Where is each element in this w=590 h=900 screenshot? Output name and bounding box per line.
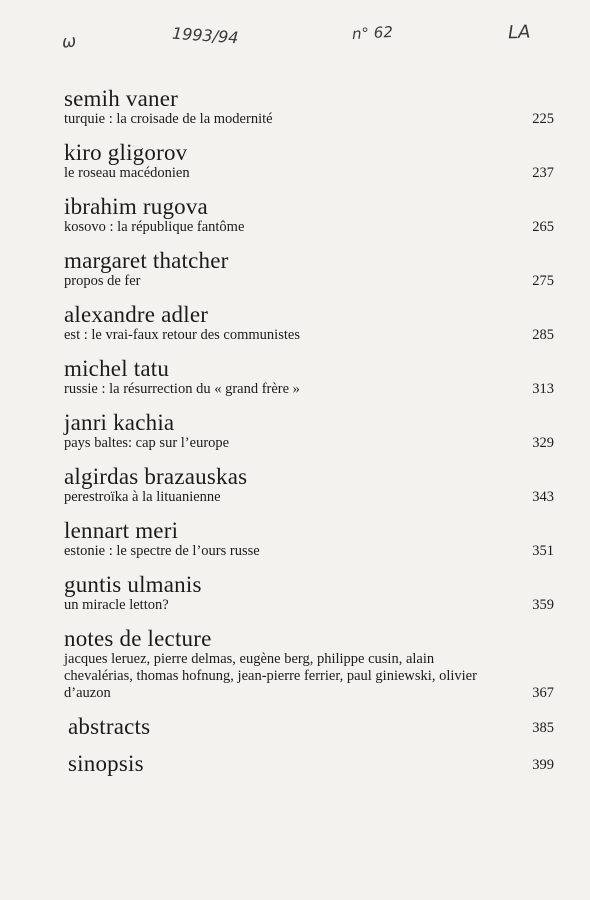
toc-entry [64,302,554,344]
entry-page-number: 265 [532,219,554,235]
toc-entry [64,194,554,236]
entry-subtitle: jacques leruez, pierre delmas, eugène berg, philippe cusin, alain chevalérias, thomas hofnung, jean-pierre ferrier, paul giniewski, olivier d’auzon [64,651,477,701]
handwritten-number: n° 62 [351,22,394,44]
entry-author: semih vaner [64,86,178,111]
entry-subtitle: est : le vrai-faux retour des communistes [64,327,300,343]
toc-entry [64,410,554,452]
entry-page-number: 385 [532,720,554,736]
toc-entry [64,140,554,182]
handwritten-year: 1993/94 [171,23,240,48]
entry-page-number: 343 [532,489,554,505]
entry-subtitle: turquie : la croisade de la modernité [64,111,273,127]
entry-author: ibrahim rugova [64,194,208,219]
entry-author: abstracts [68,714,151,739]
entry-page-number: 275 [532,273,554,289]
toc-entry [64,572,554,614]
entry-subtitle: propos de fer [64,273,141,289]
handwritten-mark-right: LA [507,21,531,44]
entry-subtitle: estonie : le spectre de l’ours russe [64,543,260,559]
handwritten-mark-left: ω [60,31,78,53]
toc-entry [64,626,554,702]
toc-entry [64,464,554,506]
handwritten-annotations [0,14,590,64]
toc-entry [64,751,554,776]
entry-page-number: 367 [532,685,554,701]
entry-author: margaret thatcher [64,248,229,273]
toc-entry [64,356,554,398]
entry-subtitle: russie : la résurrection du « grand frère » [64,381,300,397]
entry-subtitle: le roseau macédonien [64,165,190,181]
entry-page-number: 399 [532,757,554,773]
entry-author: kiro gligorov [64,140,188,165]
entry-page-number: 359 [532,597,554,613]
toc-entry [64,86,554,128]
toc-entry [64,518,554,560]
table-of-contents [64,86,554,776]
entry-subtitle: pays baltes: cap sur l’europe [64,435,230,451]
entry-page-number: 329 [532,435,554,451]
entry-page-number: 351 [532,543,554,559]
entry-subtitle: un miracle letton? [64,597,169,613]
entry-page-number: 285 [532,327,554,343]
entry-page-number: 237 [532,165,554,181]
entry-author: alexandre adler [64,302,209,327]
entry-author: notes de lecture [64,626,212,651]
entry-page-number: 313 [532,381,554,397]
entry-subtitle: kosovo : la république fantôme [64,219,245,235]
toc-entry [64,248,554,290]
toc-entry [64,714,554,739]
entry-author: janri kachia [64,410,175,435]
entry-page-number: 225 [532,111,554,127]
entry-author: sinopsis [68,751,144,776]
entry-author: algirdas brazauskas [64,464,248,489]
entry-subtitle: perestroïka à la lituanienne [64,489,221,505]
entry-author: lennart meri [64,518,179,543]
entry-author: michel tatu [64,356,170,381]
entry-author: guntis ulmanis [64,572,202,597]
